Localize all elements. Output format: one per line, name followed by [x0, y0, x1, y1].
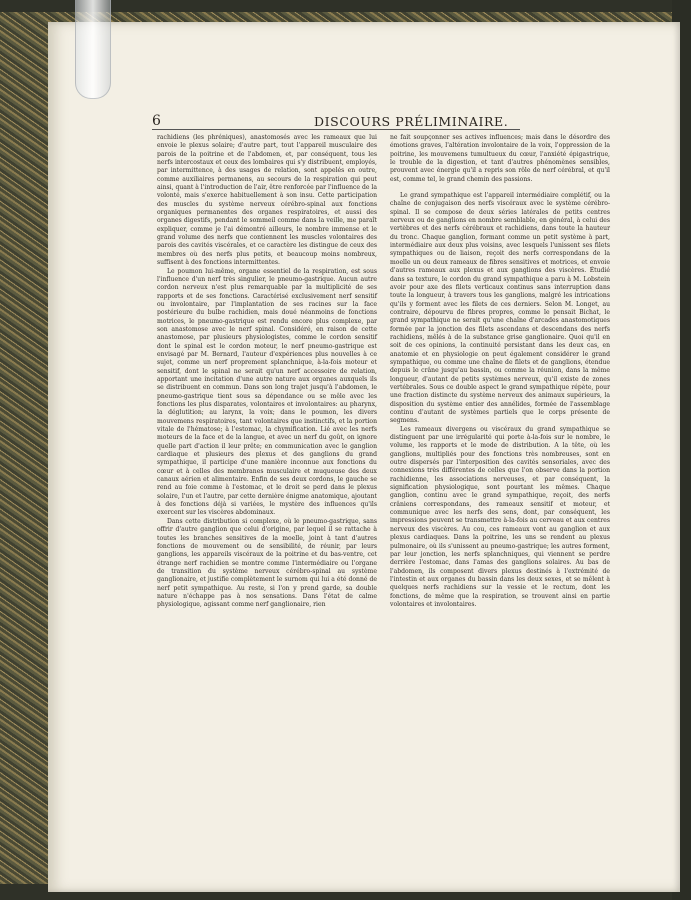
right-column: [390, 134, 610, 609]
paragraph: Dans cette distribution si complexe, où le pneumo-gastrique, sans offrir d'autre ganglion que celui d'origine, par lequel il se rattache à toutes les branches sensitives de la moelle, joint à tant d'autres fonctions de mouvement ou de sensibilité, de réunir, par leurs ganglions, les appareils viscéraux de la poitrine et du bas-ventre, cet étrange nerf rachidien se montre comme l'intermédiaire ou l'organe de transition du système nerveux cérébro-spinal au système ganglionaire, et justifie complètement le surnom qui lui a été donné de nerf petit sympathique. Au reste, si l'on y prend garde, sa double nature n'échappe pas à nos sensations. Dans l'état de calme physiologique, agissant comme nerf ganglionaire, rien: [157, 517, 377, 609]
paragraph: ne fait soupçonner ses actives influences; mais dans le désordre des émotions graves, l'altération involontaire de la voix, l'oppression de la poitrine, les mouvemens tumultueux du cœur, l'anxiété épigastrique, le trouble de la digestion, et tant d'autres phénomènes sensibles, prouvent avec énergie qu'il a repris son rôle de nerf cérébral, et qu'il est, comme tel, le grand chemin des passions.: [390, 134, 610, 183]
paragraph: Les rameaux divergens ou viscéraux du grand sympathique se distinguent par une irrégularité qui porte à-la-fois sur le nombre, le volume, les rapports et le mode de distribution. A la tête, où les ganglions, multipliés pour des fonctions très nombreuses, sont en outre dispersés par l'interposition des cavités sensoriales, avec des connexions très différentes de celles que l'on observe dans la portion rachidienne, les associations nerveuses, et par conséquent, la signification physiologique, sont pourtant les mêmes. Chaque ganglion, continu avec le grand sympathique, reçoit, des nerfs crâniens correspondans, des rameaux sensitif et moteur, et communique avec les nerfs des sens, dont, par conséquent, les impressions peuvent se transmettre à-la-fois au cerveau et aux centres nerveux des viscères. Au cou, ces rameaux vont au ganglion et aux plexus cardiaques. Dans la poitrine, les uns se rendent au plexus pulmonaire, où ils s'unissent au pneumo-gastrique; les autres forment, par leur jonction, les nerfs splanchniques, qui viennent se perdre derrière l'estomac, dans l'amas des ganglions solaires. Au bas de l'abdomen, ils composent divers plexus destinés à l'extrémité de l'intestin et aux organes du bassin dans les deux sexes, et se mêlent à quelques nerfs rachidiens sur la vessie et le rectum, dont les fonctions, de même que la respiration, se trouvent ainsi en partie volontaires et involontaires.: [390, 425, 610, 608]
paragraph: Le poumon lui-même, organe essentiel de la respiration, est sous l'influence d'un nerf très singulier, le pneumo-gastrique. Aucun autre cordon nerveux n'est plus remarquable par la multiplicité de ses rapports et de ses fonctions. Caractérisé exclusivement nerf sensitif ou involontaire, par l'implantation de ses racines sur la face postérieure du bulbe rachidien, mais doué néanmoins de fonctions motrices, le pneumo-gastrique est rendu encore plus complexe, par son anastomose avec le nerf spinal. Considéré, en raison de cette anastomose, par plusieurs physiologistes, comme le cordon sensitif dont le spinal est le cordon moteur, le nerf pneumo-gastrique est envisagé par M. Bernard, l'auteur d'expériences plus nouvelles à ce sujet, comme un nerf proprement splanchnique, à-la-fois moteur et sensitif, dont le spinal ne serait qu'un nerf accessoire de relation, apportant une incitation d'une autre nature aux organes auxquels ils se distribuent en commun. Dans son long trajet jusqu'à l'abdomen, le pneumo-gastrique tient sous sa dépendance ou se mêle avec les fonctions les plus disparates, volontaires et involontaires: au pharynx, la déglutition; au larynx, la voix; dans le poumon, les divers mouvemens respiratoires, tant volontaires que instinctifs, et la portion vitale de l'hématose; à l'estomac, la chymification. Lié avec les nerfs moteurs de la face et de la langue, et avec un nerf du goût, on ignore quelle part d'action il leur prête; en communication avec le ganglion cardiaque et plusieurs des plexus et des ganglions du grand sympathique, il participe d'une manière inconnue aux fonctions du cœur et à celles des membranes musculaire et muqueuse des deux canaux aérien et alimentaire. Enfin de ses deux cordons, le gauche se rend au foie comme à l'estomac, et le droit se perd dans le plexus solaire, l'un et l'autre, par cette dernière énigme anatomique, ajoutant à des fonctions déjà si variées, le mystère des influences qu'ils exercent sur les viscères abdominaux.: [157, 267, 377, 517]
bookmark-clip: [75, 0, 111, 99]
paragraph: Le grand sympathique est l'appareil intermédiaire complétif, ou la chaîne de conjugaison des nerfs viscéraux avec le système cérébro-spinal. Il se compose de deux séries latérales de petits centres nerveux ou de ganglions en nombre semblable, en général, à celui des vertèbres et des nerfs cérébraux et rachidiens, dans toute la hauteur du tronc. Chaque ganglion, formant comme un petit système à part, intermédiaire aux deux plus voisins, avec lesquels l'unissent ses filets sympathiques ou de liaison, reçoit des nerfs correspondans de la moelle un ou deux rameaux de fibres sensitives et motrices, et envoie d'autres rameaux aux plexus et aux ganglions des viscères. Étudié dans sa texture, le cordon du grand sympathique a paru à M. Lobstein avoir pour axe des filets verticaux continus sans interruption dans toute la longueur, à travers tous les ganglions, malgré les intrications qu'ils y forment avec les filets de ces derniers. Selon M. Longet, au contraire, dépourvu de fibres propres, comme le pensait Bichat, le grand sympathique ne serait qu'une chaîne d'arcades anastomotiques formée par la jonction des filets ascendans et descendans des nerfs rachidiens, mêlés à de la substance grise ganglionaire. Quoi qu'il en soit de ces opinions, la continuité persistant dans les deux cas, en anatomie et en physiologie on peut également considérer le grand sympathique, ou comme une chaîne de filets et de ganglions, étendue depuis le crâne jusqu'au bassin, ou comme la réunion, dans la même longueur, d'autant de petits systèmes nerveux, qu'il existe de zones vertébrales. Sous ce double aspect le grand sympathique répète, pour une fraction distincte du système nerveux des animaux supérieurs, la disposition du système entier des annélides, formée de l'assemblage continu d'autant de systèmes partiels que le corps présente de segmens.: [390, 192, 610, 425]
paragraph: rachidiens (les phréniques), anastomosés avec les rameaux que lui envoie le plexus solaire; d'autre part, tout l'appareil musculaire des parois de la poitrine et de l'abdomen, et, par conséquent, tous les nerfs intercostaux et ceux des lombaires qui s'y distribuent, employés, par intermittence, à des usages de relation, sont appelés en outre, comme auxiliaires permanens, au secours de la respiration qui peut ainsi, quant à l'introduction de l'air, être renforcée par l'influence de la volonté, mais s'exerce habituellement à son insu. Cette participation des muscles du système nerveux cérébro-spinal aux fonctions organiques permanentes des organes respiratoires, et aussi des organes digestifs, pendant le sommeil comme dans la veille, me paraît expliquer, comme je l'ai démontré ailleurs, le nombre immense et le grand volume des nerfs que contiennent les muscles volontaires des parois des cavités viscérales, et ce caractère les distingue de ceux des membres où des nerfs plus petits, et beaucoup moins nombreux, suffisent à des fonctions intermittentes.: [157, 134, 377, 267]
page-number: 6: [152, 113, 161, 129]
running-title: DISCOURS PRÉLIMINAIRE.: [314, 114, 509, 129]
page-header: [152, 111, 522, 131]
left-column: [157, 134, 377, 610]
header-rule: [152, 129, 520, 130]
